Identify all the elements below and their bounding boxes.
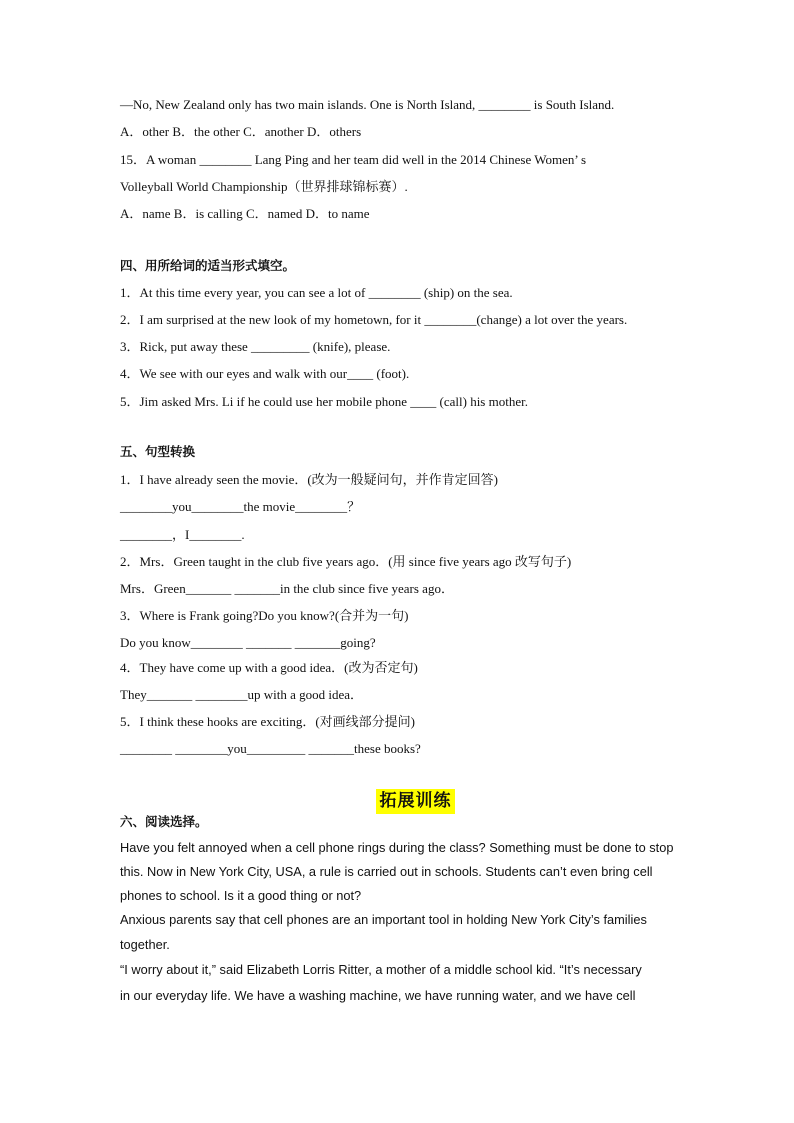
transform-item-5: 5．I think these hooks are exciting．(对画线部分提问) (120, 714, 415, 729)
extension-training-banner: 拓展训练 (376, 789, 455, 814)
transform-item-3: 3．Where is Frank going?Do you know?(合并为一句) (120, 608, 409, 623)
fill-blank-item-4: 4．We see with our eyes and walk with our____ (foot). (120, 366, 410, 381)
reading-passage-line: together. (120, 937, 170, 952)
section-6-heading: 六、阅读选择。 (120, 814, 208, 829)
transform-answer-line: ________you________the movie________？ (120, 499, 361, 514)
question-14-answer-line: —No, New Zealand only has two main islands. One is North Island, ________ is South Island. (120, 97, 615, 112)
fill-blank-item-3: 3．Rick, put away these _________ (knife), please. (120, 339, 391, 354)
transform-item-4: 4．They have come up with a good idea．(改为否定句) (120, 660, 418, 675)
section-4-heading: 四、用所给词的适当形式填空。 (120, 258, 296, 273)
fill-blank-item-1: 1．At this time every year, you can see a lot of ________ (ship) on the sea. (120, 285, 513, 300)
question-15-line-1: 15．A woman ________ Lang Ping and her team did well in the 2014 Chinese Women’ s (120, 152, 587, 167)
transform-answer-line: They_______ ________up with a good idea． (120, 687, 363, 702)
transform-answer-line: ________ ________you_________ _______these books? (120, 741, 421, 756)
reading-passage-line: “I worry about it,” said Elizabeth Lorris Ritter, a mother of a middle school kid. “It’s necessary (120, 962, 642, 977)
transform-item-2: 2．Mrs．Green taught in the club five years ago．(用 since five years ago 改写句子) (120, 554, 572, 569)
reading-passage-line: in our everyday life. We have a washing machine, we have running water, and we have cell (120, 988, 636, 1003)
section-5-heading: 五、句型转换 (120, 444, 196, 459)
question-15-line-2: Volleyball World Championship（世界排球锦标赛）. (120, 179, 408, 194)
fill-blank-item-5: 5．Jim asked Mrs. Li if he could use her mobile phone ____ (call) his mother. (120, 394, 528, 409)
reading-passage-line: phones to school. Is it a good thing or not? (120, 888, 362, 903)
transform-answer-line: Mrs．Green_______ _______in the club since five years ago． (120, 581, 454, 596)
question-15-options: A．name B．is calling C．named D．to name (120, 206, 370, 221)
fill-blank-item-2: 2．I am surprised at the new look of my hometown, for it ________(change) a lot over the years. (120, 312, 628, 327)
transform-item-1: 1．I have already seen the movie．(改为一般疑问句，并作肯定回答) (120, 472, 499, 487)
reading-passage-line: this. Now in New York City, USA, a rule is carried out in schools. Students can’t even bring cell (120, 864, 653, 879)
transform-answer-line: ________，I________. (120, 527, 245, 542)
reading-passage-line: Anxious parents say that cell phones are an important tool in holding New York City’s families (120, 912, 647, 927)
question-14-options: A．other B．the other C．another D．others (120, 124, 362, 139)
reading-passage-line: Have you felt annoyed when a cell phone rings during the class? Something must be done to stop (120, 840, 674, 855)
transform-answer-line: Do you know________ _______ _______going? (120, 635, 376, 650)
